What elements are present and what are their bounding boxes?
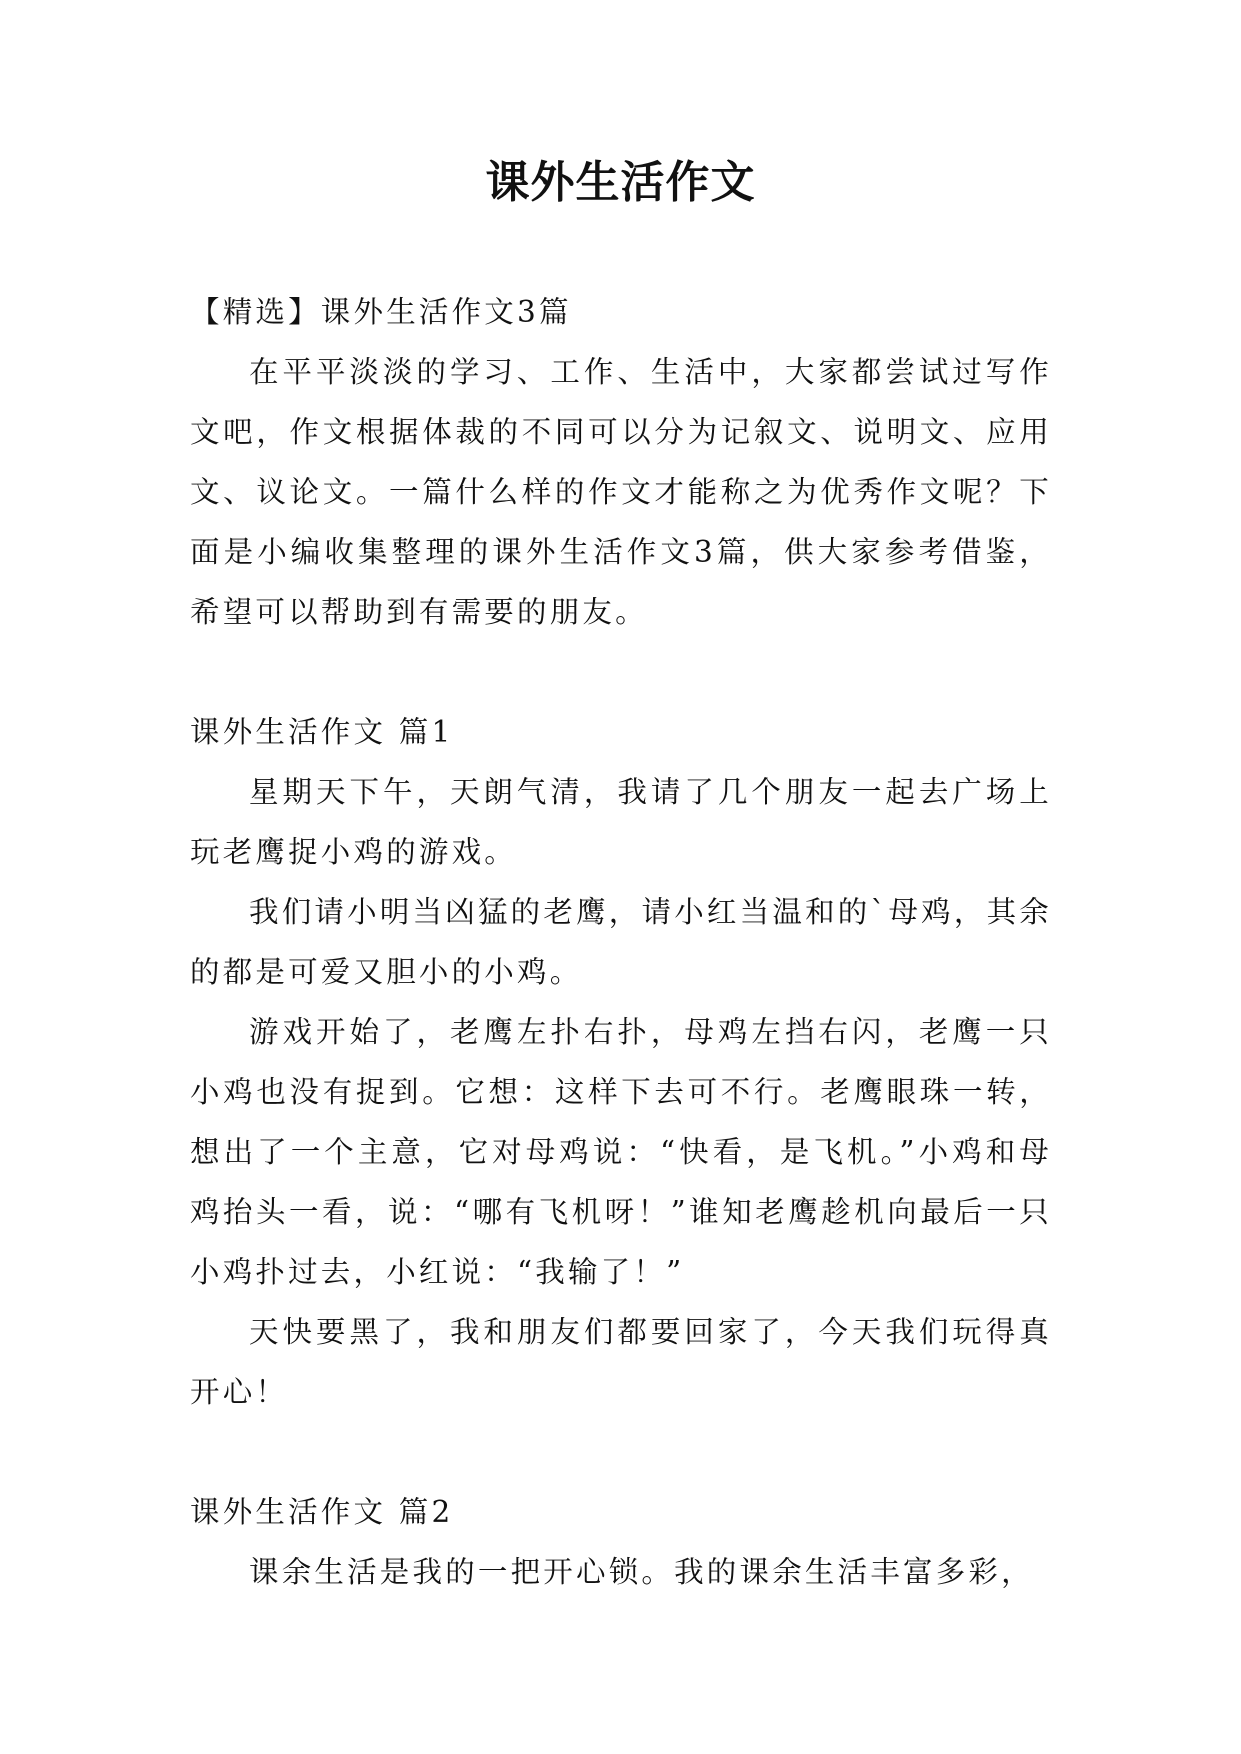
document-title: 课外生活作文: [485, 157, 756, 208]
section-spacer: [190, 642, 1052, 702]
document-body: [190, 282, 1052, 1602]
section-spacer: [190, 1422, 1052, 1482]
section-1-paragraph-4: 天快要黑了，我和朋友们都要回家了，今天我们玩得真开心！: [190, 1315, 1052, 1409]
section-2-paragraph-1: 课余生活是我的一把开心锁。我的课余生活丰富多彩，: [249, 1555, 1034, 1589]
section-1-heading: 课外生活作文 篇1: [190, 715, 454, 749]
section-1-paragraph-1: 星期天下午，天朗气清，我请了几个朋友一起去广场上玩老鹰捉小鸡的游戏。: [190, 775, 1052, 869]
section-2-heading: 课外生活作文 篇2: [190, 1495, 454, 1529]
intro-heading: 【精选】课外生活作文3篇: [190, 295, 572, 329]
section-1-paragraph-2: 我们请小明当凶猛的老鹰，请小红当温和的`母鸡，其余的都是可爱又胆小的小鸡。: [190, 895, 1052, 989]
intro-paragraph: 在平平淡淡的学习、工作、生活中，大家都尝试过写作文吧，作文根据体裁的不同可以分为记叙文、说明文、应用文、议论文。一篇什么样的作文才能称之为优秀作文呢？下面是小编收集整理的课外生活作文3篇，供大家参考借鉴，希望可以帮助到有需要的朋友。: [190, 355, 1052, 629]
section-1-paragraph-3: 游戏开始了，老鹰左扑右扑，母鸡左挡右闪，老鹰一只小鸡也没有捉到。它想：这样下去可不行。老鹰眼珠一转，想出了一个主意，它对母鸡说：“快看，是飞机。”小鸡和母鸡抬头一看，说：“哪有飞机呀！”谁知老鹰趁机向最后一只小鸡扑过去，小红说：“我输了！”: [190, 1015, 1052, 1289]
